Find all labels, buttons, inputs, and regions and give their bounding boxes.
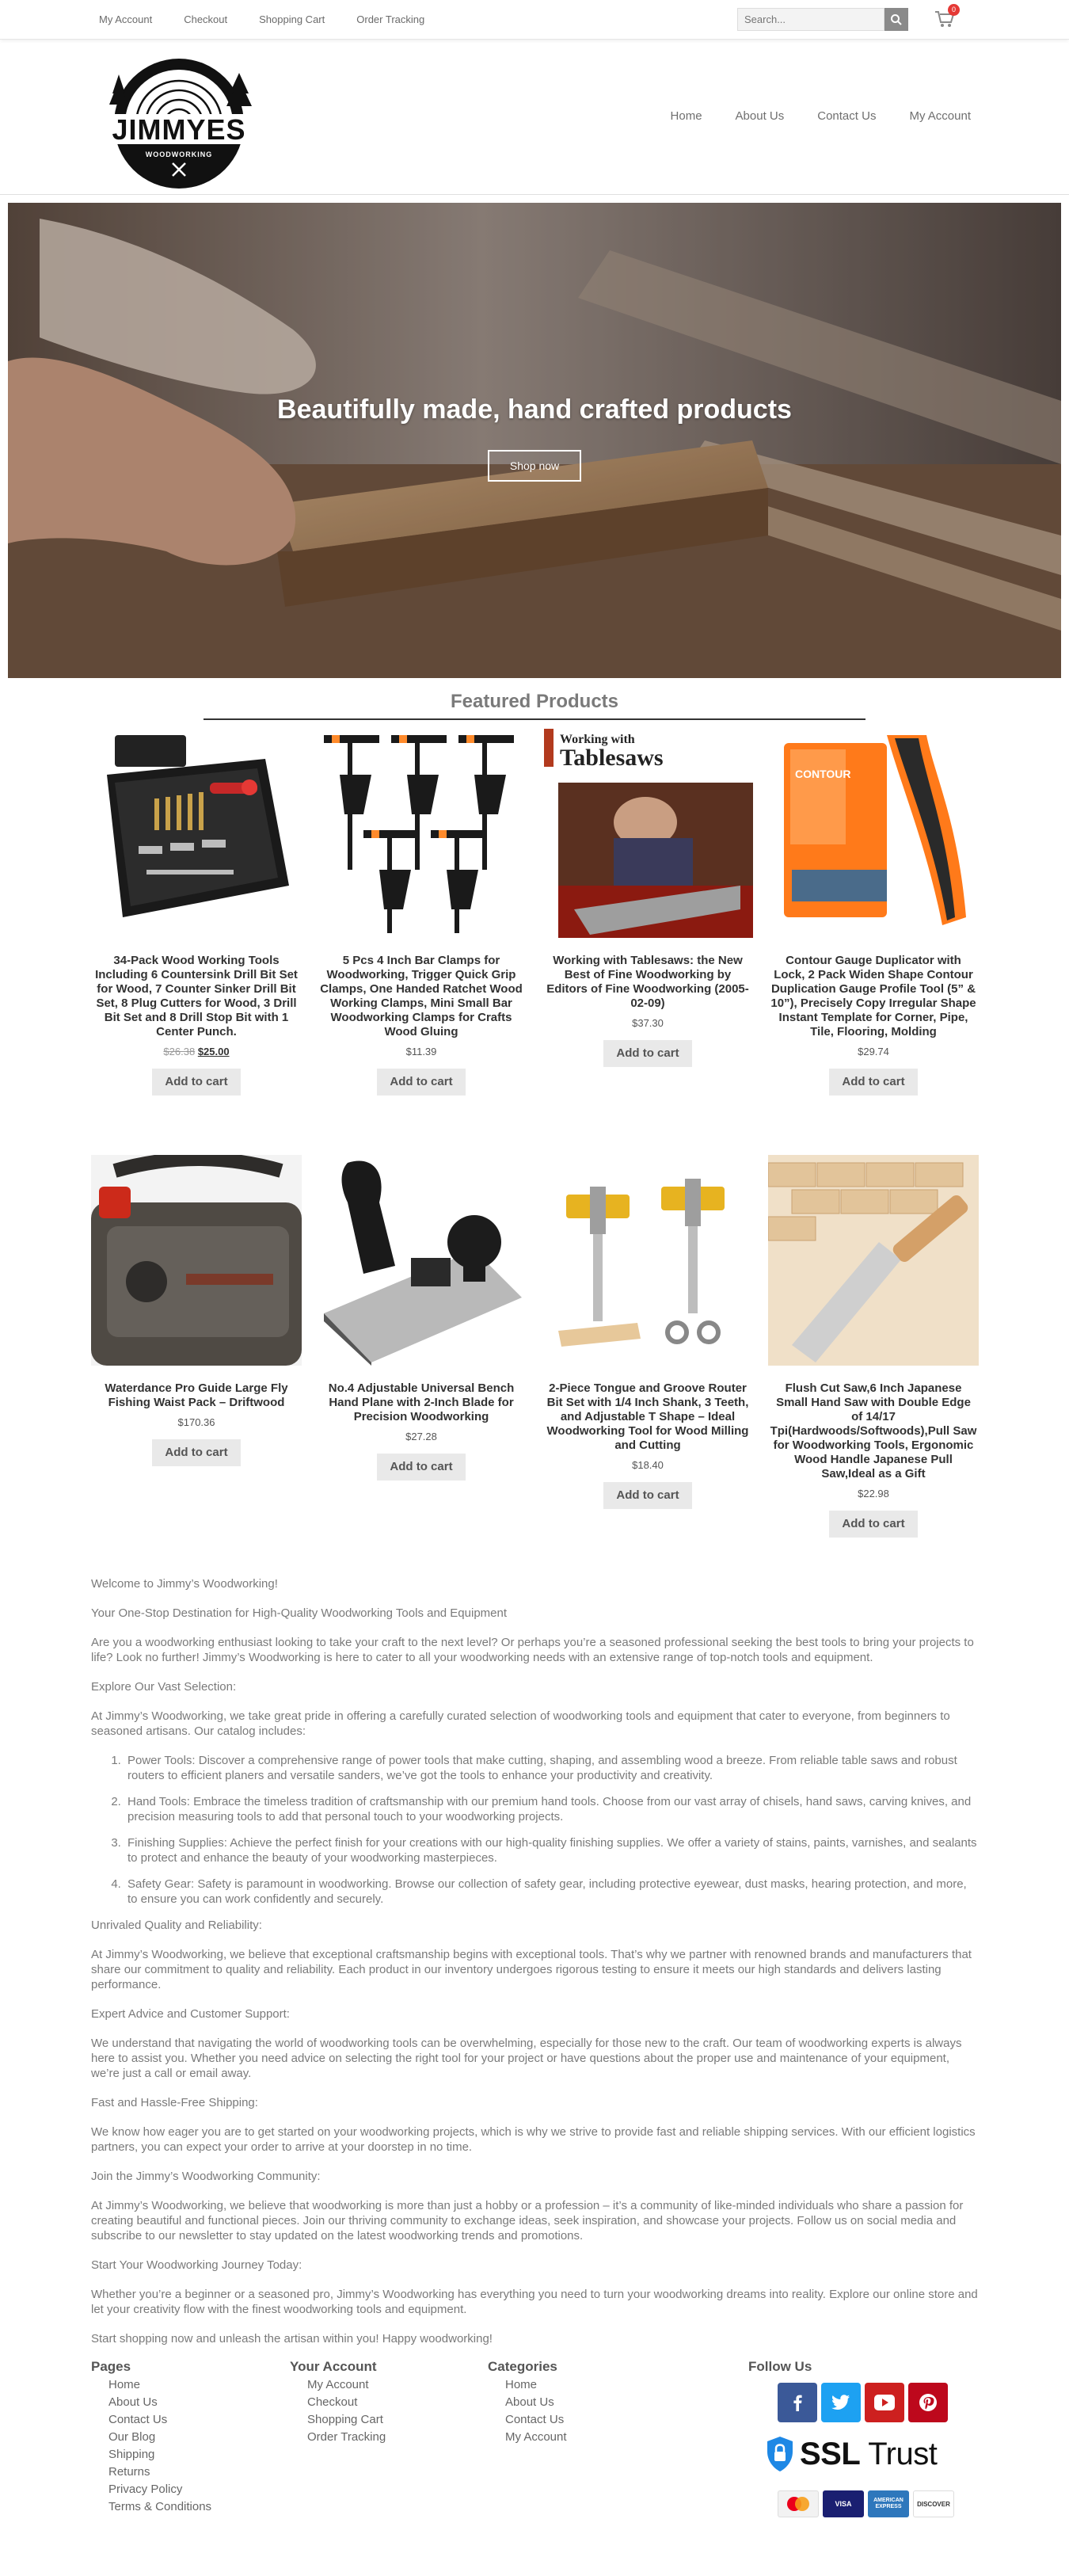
footer-pages-title: Pages [91,2359,131,2374]
cart-button[interactable] [934,6,958,30]
shop-now-button[interactable]: Shop now [488,450,581,482]
product-image[interactable] [768,727,979,938]
footer-link-order-tracking[interactable]: Order Tracking [307,2430,386,2444]
ssl-text-strong: SSL [800,2436,861,2471]
hero-overlay [8,203,1061,678]
waist-pack-image [91,1155,302,1366]
discover-logo: DISCOVER [913,2490,954,2517]
product-price: $29.74 [858,1046,889,1057]
product-name[interactable]: 34-Pack Wood Working Tools Including 6 Countersink Drill Bit Set for Wood, 7 Counter Sinker Drill Bit Set, 8 Plug Cutters for Wood, 3 Drill Bit Set and 8 Drill Stop Bit with 1 Center Punch. [95,954,298,1038]
footer-pages-column [91,2359,211,2516]
add-to-cart-button[interactable]: Add to cart [377,1069,465,1096]
content-paragraph: Explore Our Vast Selection: [91,1680,237,1694]
twitter-button[interactable] [821,2383,861,2422]
payment-cards [778,2490,954,2517]
nav-home[interactable]: Home [670,109,702,123]
product-name[interactable]: 2-Piece Tongue and Groove Router Bit Set with 1/4 Inch Shank, 3 Teeth, and Adjustable T Shape – Ideal Woodworking Tool for Wood Milling and Cutting [546,1381,749,1452]
top-link-order-tracking[interactable]: Order Tracking [356,13,425,25]
product-card [314,1155,528,1480]
footer-link-home[interactable]: Home [108,2378,141,2391]
hero-banner [8,203,1061,678]
product-card [541,727,755,1067]
content-paragraph: We know how eager you are to get started on your woodworking projects, which is why we strive to provide fast and reliable shipping services. With our efficient logistics partners, you can expect your order to arrive at your doorstep in no time. [91,2125,976,2154]
top-link-my-account[interactable]: My Account [99,13,153,25]
content-paragraph: Start Your Woodworking Journey Today: [91,2258,302,2272]
top-utility-bar [0,0,1069,40]
amex-logo: AMERICAN EXPRESS [868,2490,909,2517]
site-header [0,40,1069,195]
product-card [541,1155,755,1509]
ssl-trust-text [800,2437,937,2472]
footer-link-returns[interactable]: Returns [108,2465,150,2479]
add-to-cart-button[interactable]: Add to cart [152,1069,240,1096]
content-paragraph: At Jimmy’s Woodworking, we take great pride in offering a carefully curated selection of woodworking tools and equipment that cater to everyone, from beginners to seasoned artisans. Our catalog includes: [91,1709,950,1738]
youtube-icon [874,2395,895,2410]
product-name[interactable]: Working with Tablesaws: the New Best of Fine Woodworking by Editors of Fine Woodworking (2005-02-09) [546,954,749,1010]
product-price: $22.98 [858,1488,889,1499]
router-bit-set-image [542,1155,753,1366]
mastercard-logo [778,2490,819,2517]
add-to-cart-button[interactable]: Add to cart [152,1439,240,1466]
footer-account-column [290,2359,386,2446]
content-paragraph: At Jimmy’s Woodworking, we believe that exceptional craftsmanship begins with exceptional tools. That’s why we partner with renowned brands and manufacturers that share our commitment to quality and reliability. Each product in our inventory undergoes rigorous testing to ensure it meets our high standards and delivers lasting performance. [91,1948,972,1991]
product-price: $11.39 [405,1046,437,1057]
contour-box-label: CONTOUR [795,768,851,780]
product-card [767,1155,980,1538]
product-price: $37.30 [632,1017,664,1029]
top-link-shopping-cart[interactable]: Shopping Cart [259,13,325,25]
footer-category-my-account[interactable]: My Account [505,2430,567,2444]
site-footer [0,2359,1069,2576]
hand-plane-image [316,1155,527,1366]
product-image[interactable] [542,1155,753,1366]
add-to-cart-button[interactable]: Add to cart [603,1482,691,1509]
nav-contact-us[interactable]: Contact Us [817,109,877,123]
search-button[interactable] [884,8,908,31]
youtube-button[interactable] [865,2383,904,2422]
pinterest-button[interactable] [908,2383,948,2422]
footer-link-our-blog[interactable]: Our Blog [108,2430,156,2444]
content-paragraph: Whether you’re a beginner or a seasoned pro, Jimmy’s Woodworking has everything you need to turn your woodworking dreams into reality. Explore our online store and let your creativity flow with the finest woodworking tools and equipment. [91,2288,978,2316]
catalog-list-item: 4. Safety Gear: Safety is paramount in woodworking. Browse our collection of safety gear, including protective eyewear, dust masks, hearing protection, and more, to ensure you can work confidently and securely. [124,1877,978,1907]
product-image[interactable] [316,727,527,938]
product-name[interactable]: Flush Cut Saw,6 Inch Japanese Small Hand Saw with Double Edge of 14/17 Tpi(Hardwoods/Softwoods),Pull Saw for Woodworking Tools, Ergonomic Wood Handle Japanese Pull Saw,Ideal as a Gift [770,1381,977,1480]
footer-category-contact-us[interactable]: Contact Us [505,2413,565,2426]
product-old-price: $26.38 [163,1046,196,1057]
search-form [737,8,908,31]
twitter-icon [831,2394,850,2411]
product-price: $18.40 [632,1459,664,1471]
featured-products-title: Featured Products [450,691,619,712]
content-paragraph: At Jimmy’s Woodworking, we believe that woodworking is more than just a hobby or a profession – it’s a community of like-minded individuals who share a passion for creating beautiful and functional pieces. Join our thriving community to exchange ideas, seek inspiration, and showcase your projects. Follow us on social media and subscribe to our newsletter to stay updated on the latest woodworking trends and promotions. [91,2199,964,2243]
contour-gauge-image [768,727,979,938]
top-links [99,13,456,25]
content-paragraph: Your One-Stop Destination for High-Quality Woodworking Tools and Equipment [91,1606,508,1620]
search-input[interactable] [737,8,884,31]
bar-clamps-image [316,727,527,938]
jimmyes-logo[interactable] [101,46,257,193]
product-price [89,1046,303,1057]
product-image[interactable] [91,727,302,938]
add-to-cart-button[interactable]: Add to cart [829,1511,917,1538]
product-card [89,727,303,1096]
ssl-text-rest: Trust [860,2436,938,2471]
footer-category-home[interactable]: Home [505,2378,538,2391]
facebook-icon [789,2394,806,2411]
product-card [89,1155,303,1466]
catalog-list [124,1753,978,1907]
footer-link-about-us[interactable]: About Us [108,2395,158,2409]
hero-headline: Beautifully made, hand crafted products [277,394,792,425]
content-paragraph: We understand that navigating the world of woodworking tools can be overwhelming, especially for those new to the craft. Our team of woodworking experts is always here to assist you. Whether you need advice on selecting the right tool for your project or have questions about the proper use and maintenance of your equipment, we’re just a call or email away. [91,2037,962,2080]
footer-follow-column [748,2359,812,2376]
nav-about-us[interactable]: About Us [735,109,785,123]
product-price: $170.36 [177,1416,215,1428]
product-name[interactable]: No.4 Adjustable Universal Bench Hand Plane with 2-Inch Blade for Precision Woodworking [328,1381,515,1423]
nav-my-account[interactable]: My Account [909,109,971,123]
tablesaws-book-cover [542,727,753,938]
product-sale-price: $25.00 [197,1046,230,1057]
footer-categories-title: Categories [488,2359,557,2374]
book-cover-small-title: Working with [560,733,635,746]
footer-categories-column [488,2359,567,2446]
product-image[interactable] [91,1155,302,1366]
footer-follow-title: Follow Us [748,2359,812,2374]
content-paragraph: Start shopping now and unleash the artisan within you! Happy woodworking! [91,2332,493,2345]
shield-lock-icon [767,2436,793,2472]
search-icon [890,13,903,26]
pinterest-icon [919,2393,938,2412]
cart-count-badge: 0 [948,4,960,16]
book-cover-big-title: Tablesaws [560,745,664,771]
logo-tagline: WOODWORKING [145,151,213,158]
add-to-cart-button[interactable]: Add to cart [377,1454,465,1480]
add-to-cart-button[interactable]: Add to cart [829,1069,917,1096]
mastercard-icon [785,2495,812,2513]
drill-bit-set-image [91,727,302,938]
product-name[interactable]: Waterdance Pro Guide Large Fly Fishing Waist Pack – Driftwood [105,1381,288,1409]
content-paragraph: Welcome to Jimmy’s Woodworking! [91,1577,278,1591]
content-paragraph: Fast and Hassle-Free Shipping: [91,2096,258,2109]
product-card [767,727,980,1096]
product-image[interactable] [316,1155,527,1366]
footer-category-about-us[interactable]: About Us [505,2395,554,2409]
top-link-checkout[interactable]: Checkout [184,13,228,25]
footer-link-contact-us[interactable]: Contact Us [108,2413,168,2426]
main-navigation [671,109,971,123]
social-links [778,2383,948,2422]
footer-link-shipping[interactable]: Shipping [108,2448,155,2461]
ssl-trust-seal[interactable] [767,2432,957,2476]
footer-link-checkout[interactable]: Checkout [307,2395,358,2409]
about-content [91,1576,978,2361]
footer-link-terms[interactable]: Terms & Conditions [108,2500,212,2513]
visa-logo: VISA [823,2490,864,2517]
content-paragraph: Are you a woodworking enthusiast looking to take your craft to the next level? Or perhaps you’re a seasoned professional seeking the best tools to bring your projects to life? Look no further! Jimmy’s Woodworking is here to cater to all your woodworking needs with an extensive range of top-notch tools and equipment. [91,1636,974,1664]
facebook-button[interactable] [778,2383,817,2422]
product-image[interactable] [542,727,753,938]
catalog-list-item: 2. Hand Tools: Embrace the timeless tradition of craftsmanship with our premium hand tools. Choose from our vast array of chisels, hand saws, carving knives, and precision measuring tools to add that personal touch to your woodworking projects. [124,1794,978,1824]
footer-link-shopping-cart[interactable]: Shopping Cart [307,2413,383,2426]
flush-cut-saw-image [768,1155,979,1366]
content-paragraph: Unrivaled Quality and Reliability: [91,1919,262,1932]
product-name[interactable]: Contour Gauge Duplicator with Lock, 2 Pack Widen Shape Contour Duplication Gauge Profile Tool (5” & 10”), Precisely Copy Irregular Shape Instant Template for Corner, Pipe, Tile, Flooring, Molding [770,954,976,1038]
logo-name: JIMMYES [112,113,246,146]
add-to-cart-button[interactable]: Add to cart [603,1040,691,1067]
footer-link-my-account[interactable]: My Account [307,2378,369,2391]
catalog-list-item: 3. Finishing Supplies: Achieve the perfect finish for your creations with our high-quality finishing supplies. We offer a variety of stains, paints, varnishes, and sealants to protect and enhance the beauty of your woodworking masterpieces. [124,1835,978,1865]
content-paragraph: Expert Advice and Customer Support: [91,2007,290,2021]
content-paragraph: Join the Jimmy’s Woodworking Community: [91,2170,321,2183]
product-price: $27.28 [405,1431,437,1442]
featured-divider [204,718,865,720]
product-card [314,727,528,1096]
catalog-list-item: 1. Power Tools: Discover a comprehensive range of power tools that make cutting, shaping, and assembling wood a breeze. From reliable table saws and robust routers to efficient planers and versatile sanders, we’ve got the tools to enhance your productivity and creativity. [124,1753,978,1783]
footer-link-privacy-policy[interactable]: Privacy Policy [108,2483,183,2496]
footer-account-title: Your Account [290,2359,377,2374]
product-name[interactable]: 5 Pcs 4 Inch Bar Clamps for Woodworking, Trigger Quick Grip Clamps, One Handed Ratchet Wood Working Clamps, Mini Small Bar Woodworking Clamps for Crafts Wood Gluing [320,954,523,1038]
product-image[interactable] [768,1155,979,1366]
